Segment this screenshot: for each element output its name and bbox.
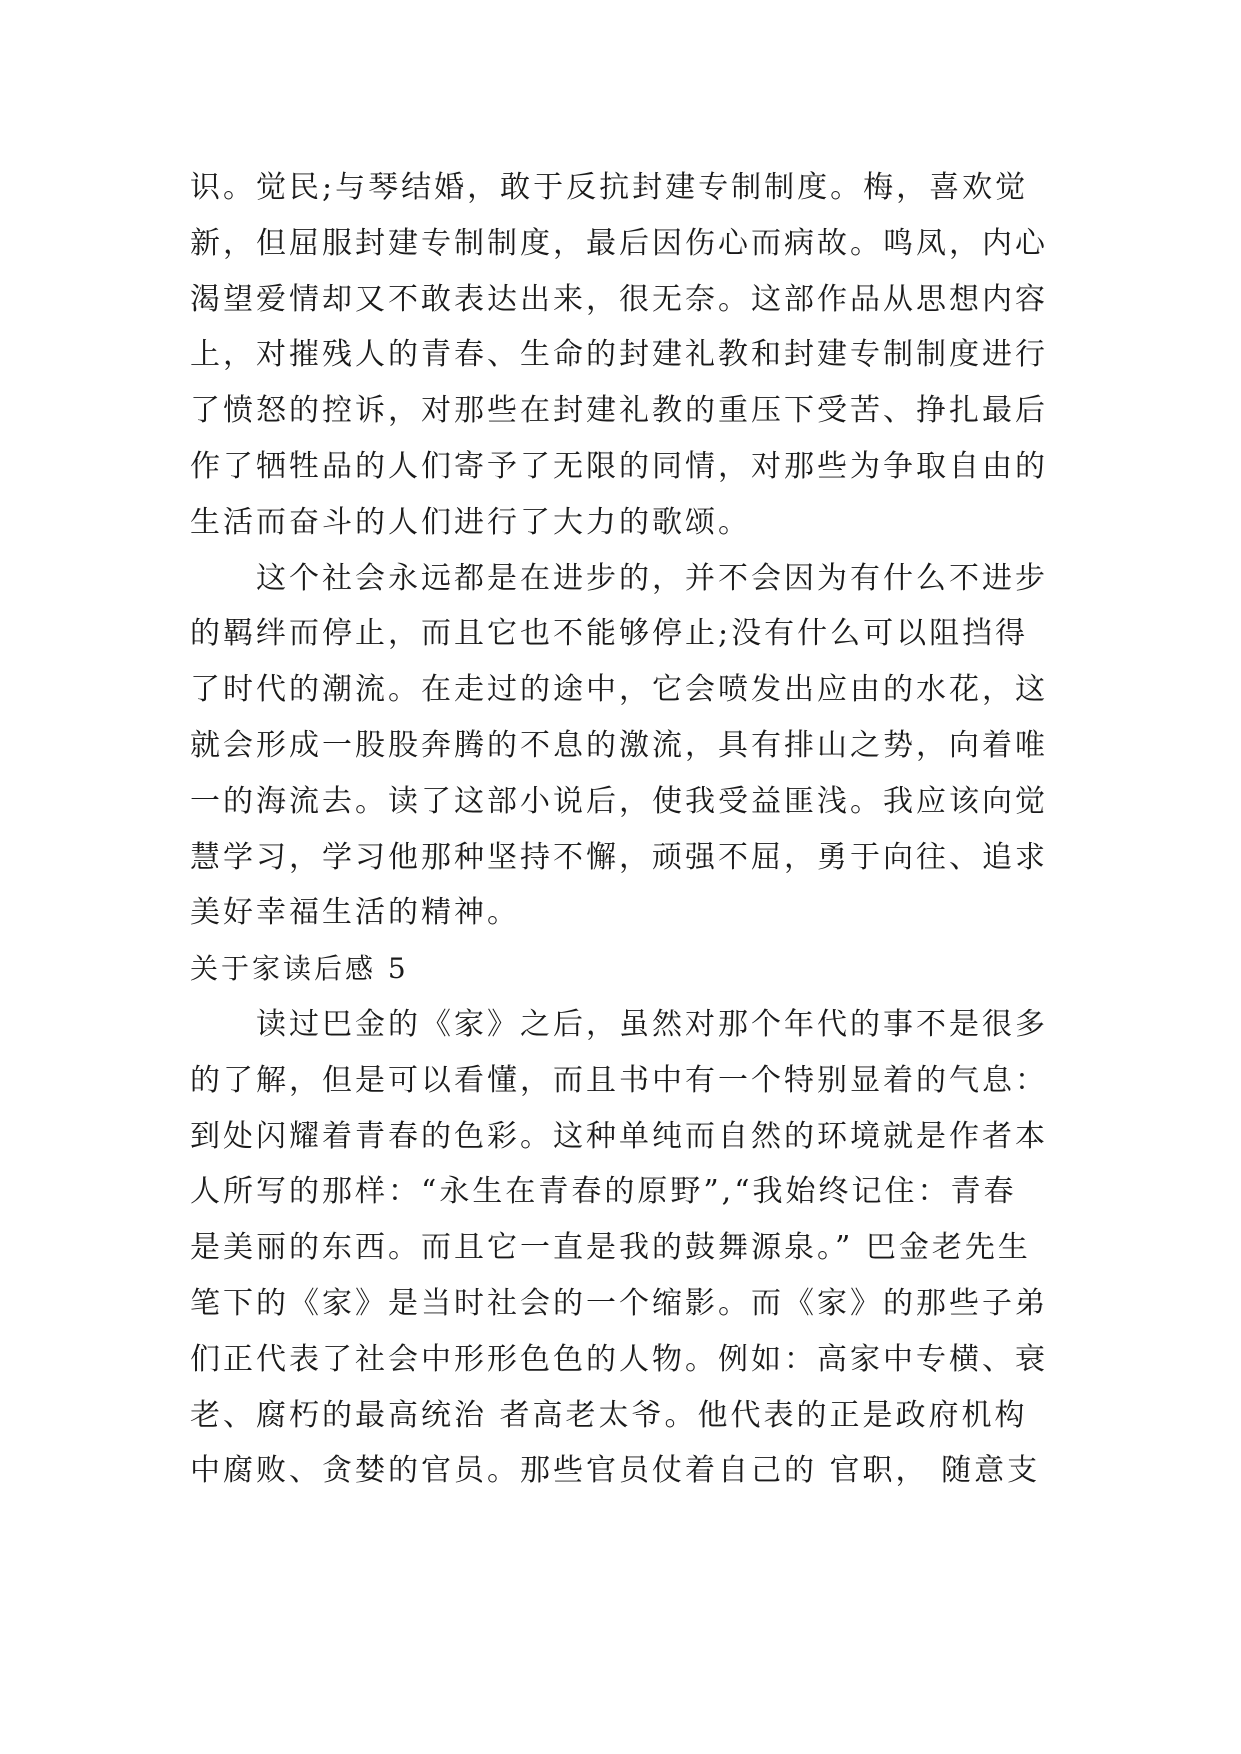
text-line: 们正代表了社会中形形色色的人物。例如：高家中专横、衰	[190, 1341, 1048, 1377]
text-line: 笔下的《家》是当时社会的一个缩影。而《家》的那些子弟	[190, 1285, 1048, 1321]
text-line: 是美丽的东西。而且它一直是我的鼓舞源泉。” 巴金老先生	[190, 1230, 1031, 1266]
text-line: 老、腐朽的最高统治 者高老太爷。他代表的正是政府机构	[190, 1397, 1028, 1433]
text-line: 一的海流去。读了这部小说后，使我受益匪浅。我应该向觉	[190, 783, 1048, 819]
text-line: 的羁绊而停止，而且它也不能够停止;没有什么可以阻挡得	[190, 616, 1029, 652]
text-line: 的了解，但是可以看懂，而且书中有一个特别显着的气息：	[190, 1062, 1048, 1098]
text-line: 了愤怒的控诉，对那些在封建礼教的重压下受苦、挣扎最后	[190, 393, 1048, 429]
document-page	[190, 160, 1060, 1499]
text-line: 就会形成一股股奔腾的不息的激流，具有排山之势，向着唯	[190, 727, 1048, 763]
text-line: 这个社会永远都是在进步的，并不会因为有什么不进步	[190, 560, 1048, 596]
text-line: 新，但屈服封建专制制度，最后因伤心而病故。鸣凤，内心	[190, 225, 1048, 261]
text-line: 了时代的潮流。在走过的途中，它会喷发出应由的水花，这	[190, 672, 1048, 708]
text-line: 渴望爱情却又不敢表达出来，很无奈。这部作品从思想内容	[190, 281, 1048, 317]
paragraph-society	[190, 551, 1060, 942]
text-line: 人所写的那样：“永生在青春的原野”,“我始终记住：青春	[190, 1174, 1017, 1210]
text-line: 读过巴金的《家》之后，虽然对那个年代的事不是很多	[190, 1006, 1048, 1042]
paragraph-reading	[190, 997, 1060, 1499]
paragraph-characters	[190, 160, 1060, 551]
text-line: 生活而奋斗的人们进行了大力的歌颂。	[190, 504, 751, 540]
text-line: 慧学习，学习他那种坚持不懈，顽强不屈，勇于向往、追求	[190, 839, 1048, 875]
text-line: 到处闪耀着青春的色彩。这种单纯而自然的环境就是作者本	[190, 1118, 1048, 1154]
section-heading: 关于家读后感 5	[190, 952, 409, 986]
text-line: 美好幸福生活的精神。	[190, 895, 520, 931]
text-line: 作了牺牲品的人们寄予了无限的同情，对那些为争取自由的	[190, 448, 1048, 484]
text-line: 上，对摧残人的青春、生命的封建礼教和封建专制制度进行	[190, 337, 1048, 373]
text-line: 中腐败、贪婪的官员。那些官员仗着自己的 官职， 随意支	[190, 1453, 1041, 1489]
text-line: 识。觉民;与琴结婚，敢于反抗封建专制制度。梅，喜欢觉	[190, 170, 1029, 205]
